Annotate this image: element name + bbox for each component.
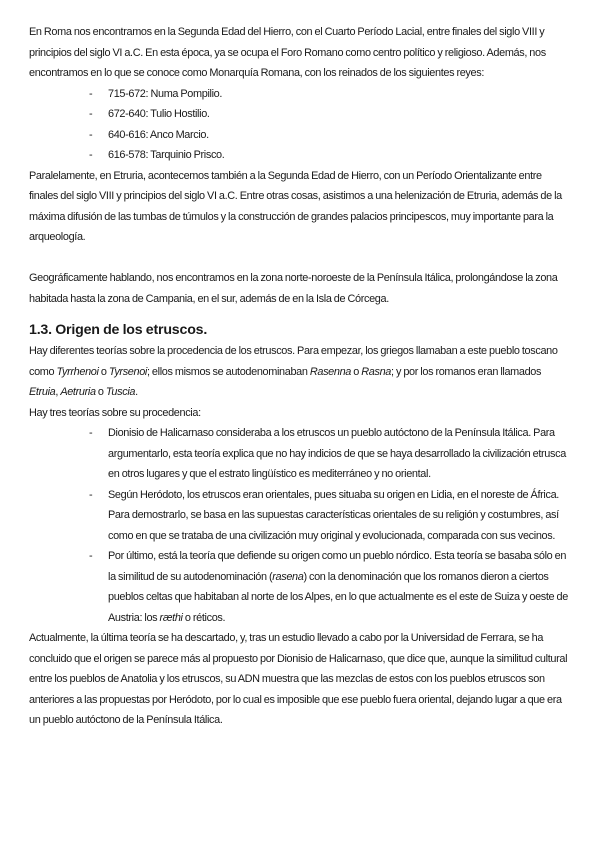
list-item: - 640-616: Anco Marcio. <box>89 125 572 146</box>
term-etruia: Etruia <box>29 386 56 398</box>
section-heading: 1.3. Origen de los etruscos. <box>29 322 208 338</box>
list-item: - Según Heródoto, los etruscos eran orientales, pues situaba su origen en Lidia, en el noreste de África. Para demostrarlo, se basa en las supuestas características orientales de su religión y costumbres, así como en que se trataba de una civilización muy original y evolucionada, comparada con sus vecinos. <box>89 485 572 547</box>
list-item: - Dionisio de Halicarnaso consideraba a los etruscos un pueblo autóctono de la Península Itálica. Para argumentarlo, esta teoría explica que no hay indicios de que se haya desarrollado la civilización etrusca en otros lugares y que el estrato lingüístico es mediterráneo y no oriental. <box>89 423 572 485</box>
term-aetruria: Aetruria <box>60 386 96 398</box>
term-rasna: Rasna <box>361 365 392 378</box>
kings-list <box>29 84 572 166</box>
list-item: - Por último, está la teoría que defiende su origen como un pueblo nórdico. Esta teoría se basaba sólo en la similitud de su autodenominación (rasena) con la denominación que los romanos dieron a ciertos pueblos celtas que habitaban al norte de los Alpes, en lo que actualmente es el este de Suiza y oeste de Austria: los ræthi o réticos. <box>89 546 572 628</box>
list-item: - 672-640: Tulio Hostilio. <box>89 104 572 125</box>
names-paragraph: Hay diferentes teorías sobre la procedencia de los etruscos. Para empezar, los griegos llamaban a este pueblo toscano como Tyrrhenoi o Tyrsenoi; ellos mismos se autodenominaban Rasenna o Rasna; y por los romanos eran llamados Etruia, Aetruria o Tuscia. <box>29 345 558 398</box>
paragraph-spacer <box>29 248 572 269</box>
term-rasena: rasena <box>272 570 304 583</box>
term-tyrrhenoi: Tyrrhenoi <box>56 365 99 378</box>
theories-intro: Hay tres teorías sobre su procedencia: <box>29 406 201 419</box>
intro-paragraph: En Roma nos encontramos en la Segunda Edad del Hierro, con el Cuarto Período Lacial, entre finales del siglo VIII y principios del siglo VI a.C. En esta época, ya se ocupa el Foro Romano como centro político y religioso. Además, nos encontramos en lo que se conoce como Monarquía Romana, con los reinados de los siguientes reyes: <box>29 26 546 79</box>
term-rasenna: Rasenna <box>309 365 352 378</box>
term-tyrsenoi: Tyrsenoi <box>108 365 147 378</box>
geography-paragraph: Geográficamente hablando, nos encontramos en la zona norte-noroeste de la Península Itálica, prolongándose la zona habitada hasta la zona de Campania, en el sur, además de en la Isla de Córcega. <box>29 272 558 305</box>
etruria-paragraph: Paralelamente, en Etruria, acontecemos también a la Segunda Edad de Hierro, con un Período Orientalizante entre finales del siglo VIII y principios del siglo VI a.C. Entre otras cosas, asistimos a una helenización de Etruria, además de la máxima difusión de las tumbas de túmulos y la construcción de grandes palacios principescos, muy importante para la arqueología. <box>29 169 562 243</box>
conclusion-paragraph: Actualmente, la última teoría se ha descartado, y, tras un estudio llevado a cabo por la Universidad de Ferrara, se ha concluido que el origen se parece más al propuesto por Dionisio de Halicarnaso, que dice que, aunque la similitud cultural entre los pueblos de Anatolia y los etruscos, su ADN muestra que las mezclas de estos con los pueblos etruscos son anteriores a las propuestas por Heródoto, por lo cual es imposible que ese pueblo fuera oriental, dejando lugar a que era un pueblo autóctono de la Península Itálica. <box>29 632 568 726</box>
term-raethi: ræthi <box>159 611 183 624</box>
term-tuscia: Tuscia <box>105 386 136 398</box>
list-item: - 715-672: Numa Pompilio. <box>89 84 572 105</box>
document-body <box>29 22 572 731</box>
theories-list <box>29 423 572 628</box>
list-item: - 616-578: Tarquinio Prisco. <box>89 145 572 166</box>
